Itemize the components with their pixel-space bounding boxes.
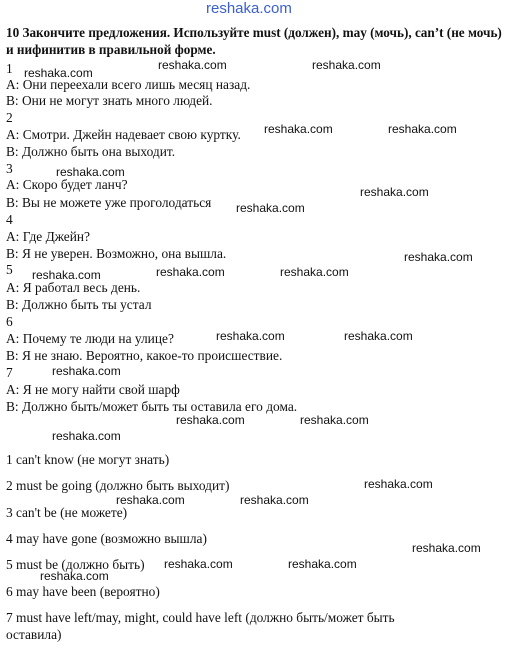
dialogue-line-a: А: Скоро будет ланч? — [6, 177, 128, 192]
item-number: 1 — [6, 61, 13, 76]
dialogue-line-a: А: Я не могу найти свой шарф — [6, 382, 180, 397]
dialogue-line-b: В: Они не могут знать много людей. — [6, 93, 213, 108]
watermark: reshaka.com — [404, 250, 473, 264]
watermark: reshaka.com — [164, 557, 233, 571]
watermark: reshaka.com — [236, 201, 305, 215]
watermark: reshaka.com — [364, 477, 433, 491]
dialogue-line-a: А: Почему те люди на улице? — [6, 331, 174, 346]
watermark: reshaka.com — [344, 329, 413, 343]
watermark: reshaka.com — [52, 364, 121, 378]
dialogue-line-a: А: Где Джейн? — [6, 229, 91, 244]
answer-line: 7 must have left/may, might, could have left (должно быть/может быть — [6, 610, 395, 625]
watermark: reshaka.com — [312, 58, 381, 72]
watermark: reshaka.com — [52, 429, 121, 443]
watermark: reshaka.com — [24, 66, 93, 80]
answer-line: 4 may have gone (возможно вышла) — [6, 531, 207, 546]
dialogue-line-a: А: Я работал весь день. — [6, 280, 141, 295]
item-number: 2 — [6, 110, 13, 125]
watermark: reshaka.com — [280, 265, 349, 279]
dialogue-line-b: В: Вы не можете уже проголодаться — [6, 195, 212, 210]
watermark: reshaka.com — [388, 122, 457, 136]
exercise-title: 10 Закончите предложения. Используйте must (должен), may (мочь), can’t (не мочь) и нифинитив в правильной форме. — [6, 25, 502, 57]
dialogue-line-b: В: Должно быть ты устал — [6, 297, 152, 312]
watermark: reshaka.com — [240, 493, 309, 507]
dialogue-line-b: В: Я не знаю. Вероятно, какое-то происшествие. — [6, 348, 283, 363]
answer-line: 1 can't know (не могут знать) — [6, 452, 170, 467]
watermark: reshaka.com — [300, 413, 369, 427]
watermark: reshaka.com — [216, 329, 285, 343]
watermark: reshaka.com — [156, 265, 225, 279]
watermark: reshaka.com — [412, 541, 481, 555]
watermark: reshaka.com — [116, 493, 185, 507]
item-number: 6 — [6, 314, 13, 329]
watermark: reshaka.com — [158, 58, 227, 72]
item-number: 5 — [6, 262, 13, 277]
watermark: reshaka.com — [32, 268, 101, 282]
watermark: reshaka.com — [56, 165, 125, 179]
dialogue-line-a: А: Они переехали всего лишь месяц назад. — [6, 77, 251, 92]
answer-line: 3 can't be (не можете) — [6, 505, 128, 520]
dialogue-line-b: В: Должно быть/может быть ты оставила его дома. — [6, 399, 298, 414]
dialogue-line-a: А: Смотри. Джейн надевает свою куртку. — [6, 127, 241, 142]
watermark: reshaka.com — [176, 413, 245, 427]
answer-line: 6 may have been (вероятно) — [6, 584, 160, 599]
dialogue-line-b: В: Должно быть она выходит. — [6, 144, 176, 159]
watermark: reshaka.com — [206, 0, 292, 17]
item-number: 3 — [6, 161, 13, 176]
answer-line: 2 must be going (должно быть выходит) — [6, 478, 230, 493]
item-number: 7 — [6, 365, 13, 380]
watermark: reshaka.com — [360, 185, 429, 199]
dialogue-line-b: В: Я не уверен. Возможно, она вышла. — [6, 246, 227, 261]
watermark: reshaka.com — [264, 122, 333, 136]
answer-line: оставила) — [6, 627, 62, 642]
watermark: reshaka.com — [288, 557, 357, 571]
item-number: 4 — [6, 212, 13, 227]
watermark: reshaka.com — [40, 569, 109, 583]
answer-line: 5 must be (должно быть) — [6, 557, 145, 572]
